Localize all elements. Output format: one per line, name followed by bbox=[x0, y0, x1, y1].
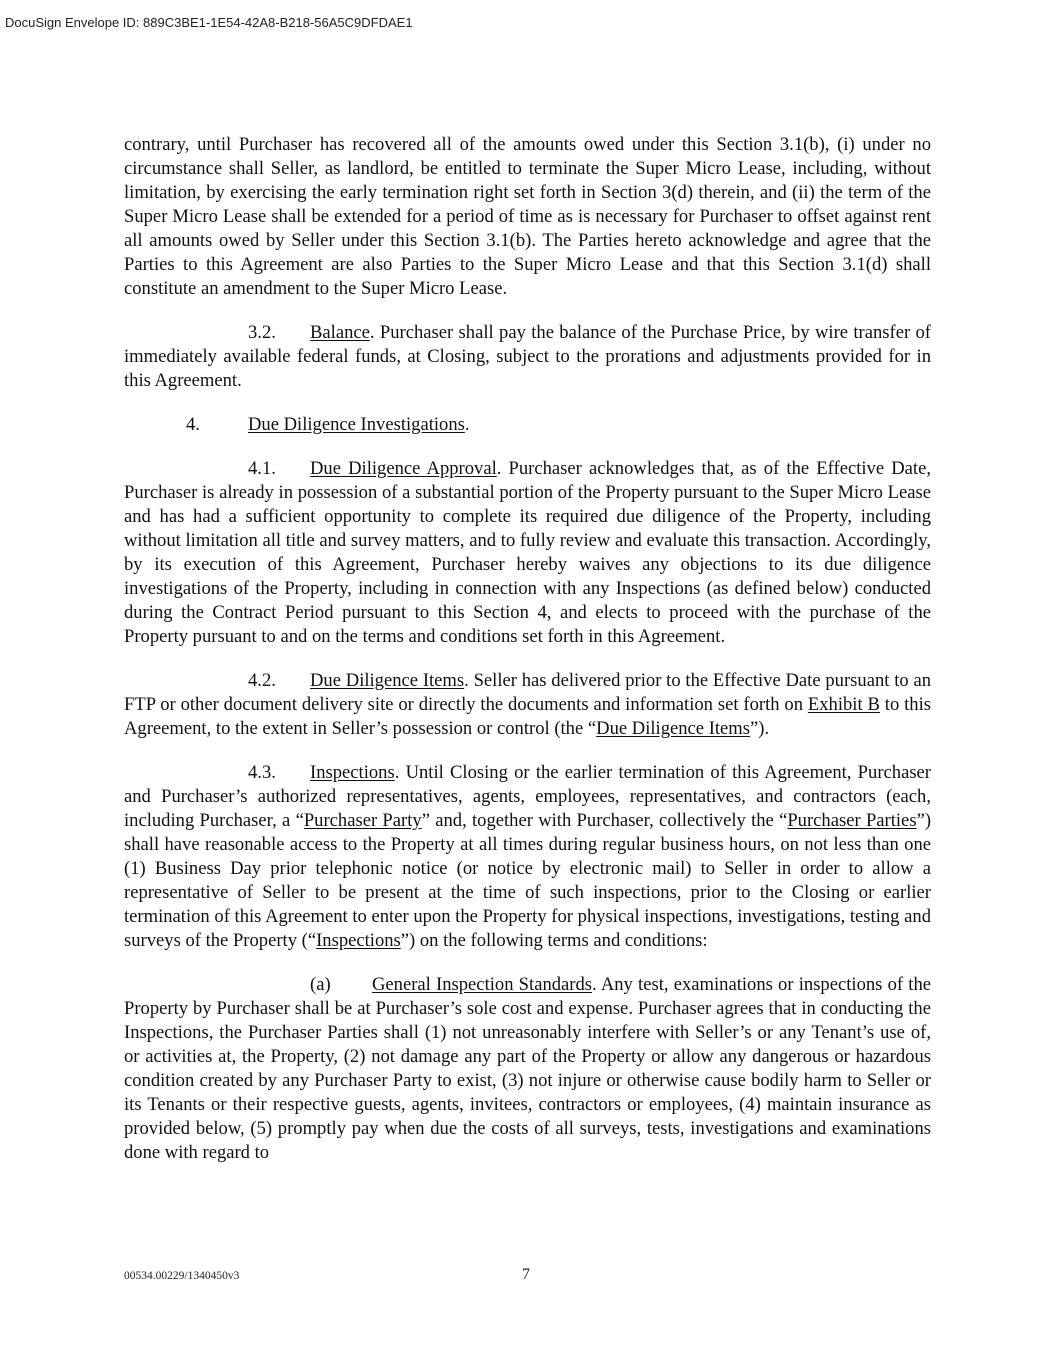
defined-term: Purchaser Parties bbox=[787, 810, 917, 831]
section-title: Balance bbox=[310, 322, 370, 343]
section-text: . Purchaser acknowledges that, as of the Effective Date, Purchaser is already in possession of a substantial portion of the Property pursuant to the Super Micro Lease and has had a sufficient opportunity to complete its required due diligence of the Property, including without limitation all title and survey matters, and to fully review and evaluate this transaction. Accordingly, by its execution of this Agreement, Purchaser hereby waives any objections to its due diligence investigations of the Property, including in connection with any Inspections (as defined below) conducted during the Contract Period pursuant to this Section 4, and elects to proceed with the purchase of the Property pursuant to and on the terms and conditions set forth in this Agreement. bbox=[124, 458, 931, 647]
paragraph-text: contrary, until Purchaser has recovered all of the amounts owed under this Section 3.1(b), (i) under no circumstance shall Seller, as landlord, be entitled to terminate the Super Micro Lease, including, without limitation, by exercising the early termination right set forth in Section 3(d) therein, and (ii) the term of the Super Micro Lease shall be extended for a period of time as is necessary for Purchaser to offset against rent all amounts owed by Seller under this Section 3.1(b). The Parties hereto acknowledge and agree that the Parties to this Agreement are also Parties to the Super Micro Lease and that this Section 3.1(d) shall constitute an amendment to the Super Micro Lease. bbox=[124, 134, 931, 299]
section-number: 4. bbox=[186, 414, 200, 435]
subsection-number: (a) bbox=[310, 974, 331, 995]
section-title: Inspections bbox=[310, 762, 395, 783]
subsection-text: . Any test, examinations or inspections of the Property by Purchaser shall be at Purchaser’s sole cost and expense. Purchaser agrees that in conducting the Inspections, the Purchaser Parties shall (1) not unreasonably interfere with Seller’s or any Tenant’s use of, or activities at, the Property, (2) not damage any part of the Property or allow any dangerous or hazardous condition created by any Purchaser Party to exist, (3) not injure or otherwise cause bodily harm to Seller or its Tenants or their respective guests, agents, invitees, contractors or employees, (4) maintain insurance as provided below, (5) promptly pay when due the costs of all surveys, tests, investigations and examinations done with regard to bbox=[124, 974, 931, 1163]
defined-term: Due Diligence Items bbox=[596, 718, 751, 739]
exhibit-reference: Exhibit B bbox=[807, 694, 880, 715]
subsection-a bbox=[124, 973, 931, 1165]
section-number: 4.1. bbox=[248, 458, 276, 479]
document-body bbox=[124, 133, 931, 1185]
section-number: 4.2. bbox=[248, 670, 276, 691]
section-text: ” and, together with Purchaser, collectively the “ bbox=[421, 810, 788, 831]
section-4-2 bbox=[124, 669, 931, 741]
section-title: Due Diligence Items bbox=[310, 670, 465, 691]
section-text: . Seller has delivered prior to the Effective Date pursuant to an FTP or other document delivery site or directly the documents and information set forth on bbox=[124, 670, 931, 715]
subsection-title: General Inspection Standards bbox=[372, 974, 593, 995]
section-text: ”). bbox=[750, 718, 770, 739]
section-text: ”) on the following terms and conditions: bbox=[400, 930, 708, 951]
section-number: 4.3. bbox=[248, 762, 276, 783]
document-id: 00534.00229/1340450v3 bbox=[124, 1270, 240, 1282]
section-text: . Purchaser shall pay the balance of the Purchase Price, by wire transfer of immediately available federal funds, at Closing, subject to the prorations and adjustments provided for in this Agreement. bbox=[124, 322, 931, 391]
defined-term: Inspections bbox=[316, 930, 401, 951]
section-text: . Until Closing or the earlier termination of this Agreement, Purchaser and Purchaser’s authorized representatives, agents, employees, representatives, and contractors (each, including Purchaser, a “ bbox=[124, 762, 931, 831]
defined-term: Purchaser Party bbox=[303, 810, 422, 831]
section-4-heading bbox=[124, 413, 931, 437]
section-text: ”) shall have reasonable access to the Property at all times during regular business hours, on not less than one (1) Business Day prior telephonic notice (or notice by electronic mail) to Seller in order to allow a representative of Seller to be present at the time of such inspections, prior to the Closing or earlier termination of this Agreement to enter upon the Property for physical inspections, investigations, testing and surveys of the Property (“ bbox=[124, 810, 932, 951]
section-end: . bbox=[464, 414, 470, 435]
section-title: Due Diligence Approval bbox=[310, 458, 497, 479]
envelope-id: DocuSign Envelope ID: 889C3BE1-1E54-42A8-B218-56A5C9DFDAE1 bbox=[5, 15, 413, 30]
section-text: to this Agreement, to the extent in Seller’s possession or control (the “ bbox=[124, 694, 932, 739]
page-number: 7 bbox=[522, 1266, 530, 1283]
paragraph-continuation bbox=[124, 133, 931, 301]
section-number: 3.2. bbox=[248, 322, 276, 343]
section-4-3 bbox=[124, 761, 931, 953]
section-title: Due Diligence Investigations bbox=[248, 414, 465, 435]
section-4-1 bbox=[124, 457, 931, 649]
section-3-2 bbox=[124, 321, 931, 393]
